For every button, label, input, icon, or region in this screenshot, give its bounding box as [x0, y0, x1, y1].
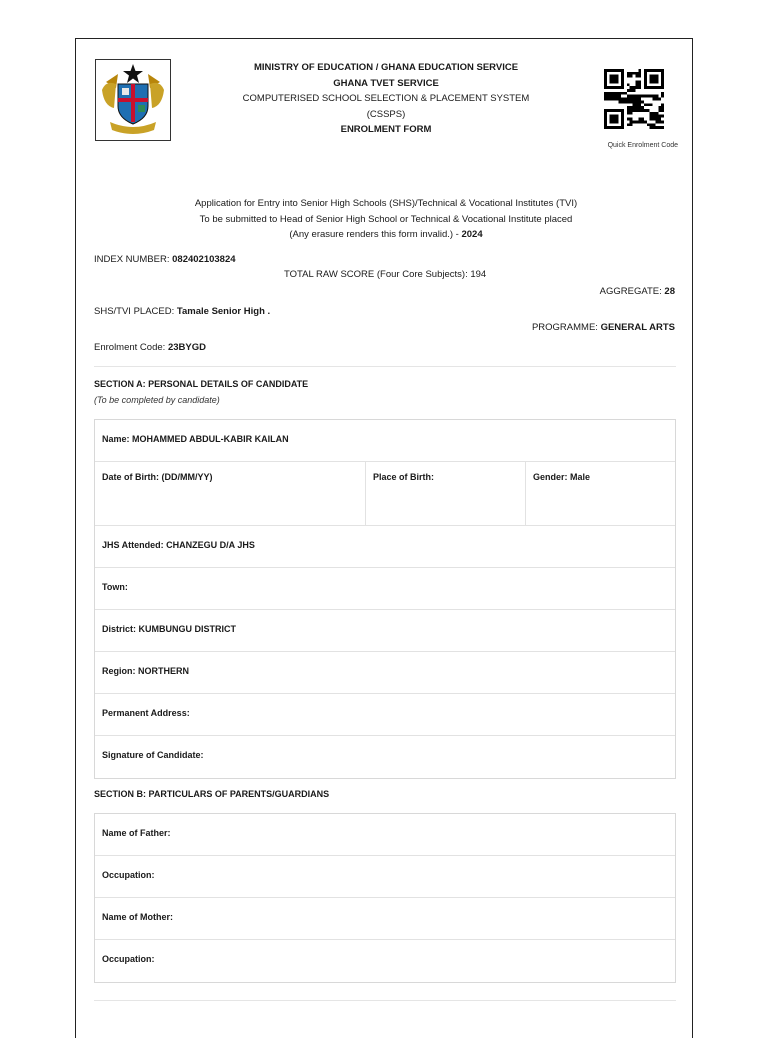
- enrolment-form-page: [75, 38, 693, 1038]
- place-of-birth: Place of Birth:: [365, 462, 525, 525]
- system-acronym: (CSSPS): [366, 108, 406, 120]
- table-row: [95, 856, 675, 898]
- date-of-birth: Date of Birth: (DD/MM/YY): [102, 472, 213, 482]
- ghana-coat-of-arms-icon: [95, 59, 171, 141]
- ministry-title: MINISTRY OF EDUCATION / GHANA EDUCATION SERVICE: [253, 62, 519, 73]
- table-row: [95, 568, 675, 610]
- candidate-name: Name: MOHAMMED ABDUL-KABIR KAILAN: [102, 434, 289, 444]
- programme: PROGRAMME: GENERAL ARTS: [531, 322, 675, 333]
- gender: Gender: Male: [525, 462, 675, 525]
- father-name: Name of Father:: [102, 828, 171, 838]
- permanent-address: Permanent Address:: [102, 708, 190, 718]
- table-row: [95, 610, 675, 652]
- personal-details-table: [94, 419, 676, 779]
- candidate-signature: Signature of Candidate:: [102, 750, 204, 760]
- table-row: [95, 526, 675, 568]
- table-row: [95, 652, 675, 694]
- table-row: [95, 420, 675, 462]
- table-row: [95, 898, 675, 940]
- enrolment-code: Enrolment Code: 23BYGD: [94, 342, 206, 353]
- qr-caption: Quick Enrolment Code: [607, 142, 678, 149]
- mother-name: Name of Mother:: [102, 912, 174, 922]
- intro-line-3: (Any erasure renders this form invalid.) - 2024: [289, 229, 483, 240]
- region: Region: NORTHERN: [102, 666, 189, 676]
- divider: [94, 1000, 676, 1001]
- parents-table: [94, 813, 676, 983]
- table-row: [95, 814, 675, 856]
- table-row: [95, 462, 675, 526]
- section-a-title: SECTION A: PERSONAL DETAILS OF CANDIDATE: [94, 379, 309, 389]
- section-a-subtitle: (To be completed by candidate): [94, 395, 220, 405]
- qr-code-icon: [604, 68, 664, 130]
- shs-placed: SHS/TVI PLACED: Tamale Senior High .: [94, 306, 271, 317]
- mother-occupation: Occupation:: [102, 954, 155, 964]
- system-title: COMPUTERISED SCHOOL SELECTION & PLACEMENT SYSTEM: [242, 93, 530, 104]
- jhs-attended: JHS Attended: CHANZEGU D/A JHS: [102, 540, 255, 550]
- form-title: ENROLMENT FORM: [340, 124, 432, 135]
- district: District: KUMBUNGU DISTRICT: [102, 624, 236, 634]
- service-title: GHANA TVET SERVICE: [333, 77, 439, 89]
- table-row: [95, 940, 675, 982]
- town: Town:: [102, 582, 128, 592]
- intro-line-1: Application for Entry into Senior High Schools (SHS)/Technical & Vocational Institutes (TVI): [194, 198, 578, 209]
- aggregate: AGGREGATE: 28: [599, 286, 675, 297]
- total-raw-score: TOTAL RAW SCORE (Four Core Subjects): 194: [284, 269, 487, 280]
- section-b-title: SECTION B: PARTICULARS OF PARENTS/GUARDIANS: [94, 789, 330, 799]
- form-year: 2024: [461, 229, 483, 240]
- intro-line-2: To be submitted to Head of Senior High School or Technical & Vocational Institute placed: [199, 213, 573, 225]
- divider: [94, 366, 676, 367]
- table-row: [95, 736, 675, 778]
- father-occupation: Occupation:: [102, 870, 155, 880]
- table-row: [95, 694, 675, 736]
- index-number: INDEX NUMBER: 082402103824: [94, 254, 236, 265]
